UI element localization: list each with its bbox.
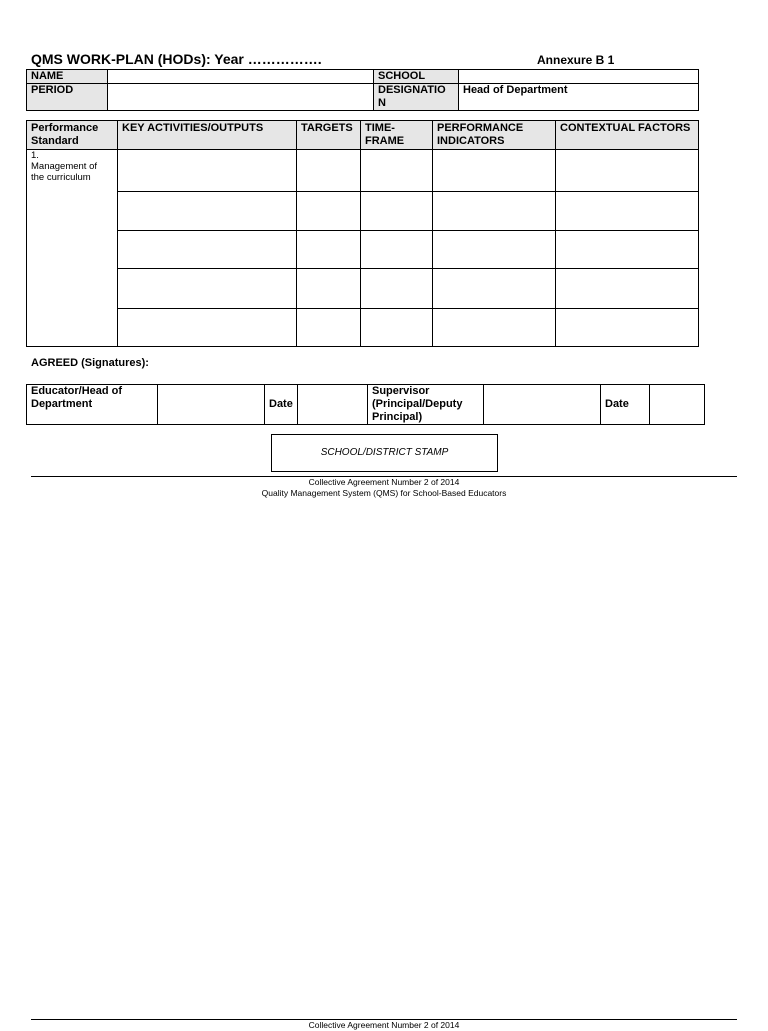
table-cell[interactable] <box>297 309 361 347</box>
page-title: QMS WORK-PLAN (HODs): Year ……………. <box>31 51 322 67</box>
table-cell[interactable] <box>118 269 297 309</box>
table-cell[interactable] <box>118 150 297 192</box>
table-cell[interactable] <box>556 150 699 192</box>
table-cell[interactable] <box>556 192 699 231</box>
period-field[interactable] <box>108 84 374 111</box>
table-row <box>27 309 699 347</box>
supervisor-date-field[interactable] <box>650 385 705 425</box>
table-cell[interactable] <box>297 150 361 192</box>
designation-label: DESIGNATIO N <box>374 84 459 111</box>
next-page-footer-line: Collective Agreement Number 2 of 2014 <box>308 1020 460 1030</box>
table-cell[interactable] <box>297 192 361 231</box>
table-row <box>27 231 699 269</box>
standard-number: 1. <box>31 150 39 161</box>
table-cell[interactable] <box>361 150 433 192</box>
table-cell[interactable] <box>433 150 556 192</box>
workplan-table <box>26 120 699 347</box>
school-label: SCHOOL <box>374 70 459 84</box>
table-cell[interactable] <box>556 269 699 309</box>
table-cell[interactable] <box>361 309 433 347</box>
footer-line-2: Quality Management System (QMS) for School-Based Educators <box>261 488 507 498</box>
info-table <box>26 69 699 111</box>
table-row <box>27 269 699 309</box>
annexure-label: Annexure B 1 <box>537 53 615 67</box>
table-cell[interactable] <box>361 269 433 309</box>
educator-signature-field[interactable] <box>158 385 265 425</box>
col-header-targets: TARGETS <box>297 121 361 150</box>
school-district-stamp-box: SCHOOL/DISTRICT STAMP <box>271 434 498 472</box>
name-field[interactable] <box>108 70 374 84</box>
date-label: Date <box>265 385 298 425</box>
supervisor-signature-field[interactable] <box>484 385 601 425</box>
designation-value: Head of Department <box>459 84 699 111</box>
table-cell[interactable] <box>297 231 361 269</box>
table-cell[interactable] <box>433 231 556 269</box>
supervisor-label: Supervisor (Principal/Deputy Principal) <box>368 385 484 425</box>
col-header-key-activities: KEY ACTIVITIES/OUTPUTS <box>118 121 297 150</box>
table-cell[interactable] <box>433 269 556 309</box>
table-cell[interactable] <box>361 231 433 269</box>
col-header-performance-standard: Performance Standard <box>27 121 118 150</box>
name-label: NAME <box>27 70 108 84</box>
performance-standard-cell <box>27 150 118 347</box>
date-label: Date <box>601 385 650 425</box>
col-header-contextual-factors: CONTEXTUAL FACTORS <box>556 121 699 150</box>
table-cell[interactable] <box>118 309 297 347</box>
col-header-time-frame: TIME-FRAME <box>361 121 433 150</box>
table-cell[interactable] <box>556 231 699 269</box>
table-cell[interactable] <box>433 192 556 231</box>
table-cell[interactable] <box>118 192 297 231</box>
signature-table <box>26 384 705 425</box>
table-cell[interactable] <box>361 192 433 231</box>
table-row <box>27 192 699 231</box>
footer-line-1: Collective Agreement Number 2 of 2014 <box>308 477 460 487</box>
table-cell[interactable] <box>556 309 699 347</box>
agreed-signatures-label: AGREED (Signatures): <box>31 357 149 369</box>
school-field[interactable] <box>459 70 699 84</box>
period-label: PERIOD <box>27 84 108 111</box>
educator-label: Educator/Head of Department <box>27 385 158 425</box>
col-header-performance-indicators: PERFORMANCE INDICATORS <box>433 121 556 150</box>
educator-date-field[interactable] <box>298 385 368 425</box>
table-cell[interactable] <box>118 231 297 269</box>
table-row <box>27 150 699 192</box>
table-cell[interactable] <box>297 269 361 309</box>
standard-text: Management of the curriculum <box>31 161 98 183</box>
table-cell[interactable] <box>433 309 556 347</box>
